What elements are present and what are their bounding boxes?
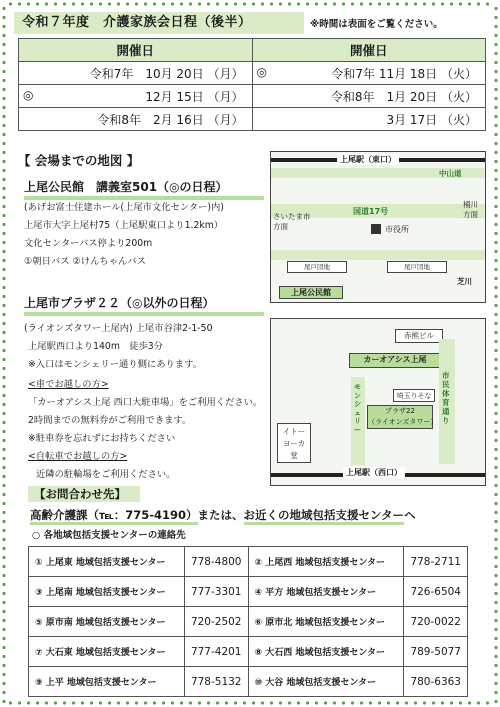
car-line: ※駐車券を忘れずにお持ちください <box>28 433 176 444</box>
nakasendo-label: 中山道 <box>439 169 462 178</box>
danchi-box: 尾戸団地 <box>387 261 447 273</box>
bottom-dotted-border <box>6 701 494 705</box>
venue1-map-marker: 上尾公民館 <box>279 286 343 299</box>
venue1-name: 上尾公民館 講義室501（◎の日程） <box>24 178 264 200</box>
venue-mark: ◎ <box>256 65 267 79</box>
center-phone: 789-5077 <box>404 637 468 667</box>
car-line: 2時間までの無料券がご利用できます。 <box>28 415 192 426</box>
left-dotted-border <box>2 4 6 703</box>
venue-mark: ◎ <box>23 88 34 102</box>
schedule-date: 12月 15日 （月） <box>145 89 244 104</box>
schedule-table <box>18 38 486 131</box>
centers-subheading: ○ 各地域包括支援センターの連絡先 <box>32 530 186 541</box>
schedule-row <box>19 108 486 131</box>
right-dotted-border <box>494 4 498 703</box>
car-oasis-parking: カーオアシス上尾 <box>349 353 441 368</box>
station-label: 上尾駅（西口） <box>343 467 405 478</box>
akakuma-building: 赤熊ビル <box>395 329 443 343</box>
center-phone: 778-5132 <box>184 667 248 697</box>
inquiry-or: または、 <box>197 508 244 522</box>
venue2-line: 上尾駅西口より140m 徒歩3分 <box>28 341 163 352</box>
schedule-header-left: 開催日 <box>19 39 253 62</box>
center-name: ② 上尾西 地域包括支援センター <box>248 547 404 577</box>
map-east-exit <box>270 151 486 303</box>
center-phone: 777-4201 <box>184 637 248 667</box>
schedule-date: 令和7年 11月 18日 （火） <box>331 66 477 81</box>
inquiry-tail: へ <box>404 508 416 522</box>
schedule-date: 令和8年 1月 20日 （火） <box>330 89 477 104</box>
center-phone: 720-0022 <box>404 607 468 637</box>
danchi-road <box>271 250 486 260</box>
venue1-line: 上尾市大字上尾村75（上尾駅東口より1.2km） <box>24 220 224 231</box>
city-hall-marker <box>371 224 381 234</box>
saitama-label: さいたま市 方面 <box>273 212 311 231</box>
shimin-label: 市民体育通り <box>442 371 450 425</box>
venue1-line: 文化センターバス停より200m <box>24 238 153 249</box>
centers-table <box>28 546 468 697</box>
center-phone: 720-2502 <box>184 607 248 637</box>
table-row <box>29 577 468 607</box>
center-name: ④ 平方 地域包括支援センター <box>248 577 404 607</box>
map-section-title: 【 会場までの地図 】 <box>18 153 140 168</box>
inquiry-center: お近くの地域包括支援センター <box>244 508 405 525</box>
center-name: ⑧ 大石西 地域包括支援センター <box>248 637 404 667</box>
table-row <box>29 607 468 637</box>
center-phone: 780-6363 <box>404 667 468 697</box>
itoyokado-building: イトー ヨーカ 堂 <box>277 423 311 463</box>
bike-heading: <自転車でお越しの方> <box>28 451 128 462</box>
car-line: 「カーオアシス上尾 西口大駐車場」をご利用ください。 <box>28 397 263 408</box>
car-heading: <車でお越しの方> <box>28 379 109 390</box>
schedule-date: 3月 17日 （火） <box>386 112 477 127</box>
map-west-exit <box>270 318 486 486</box>
center-name: ⑦ 大石東 地域包括支援センター <box>29 637 185 667</box>
center-name: ⑤ 原市南 地域包括支援センター <box>29 607 185 637</box>
table-row <box>29 667 468 697</box>
venue2-line: (ライオンズタワー上尾内) 上尾市谷津2-1-50 <box>24 323 213 334</box>
danchi-box: 尾戸団地 <box>287 261 347 273</box>
center-name: ⑨ 上平 地域包括支援センター <box>29 667 185 697</box>
center-name: ③ 上尾南 地域包括支援センター <box>29 577 185 607</box>
center-phone: 777-3301 <box>184 577 248 607</box>
monsherie-label: モンシェリー <box>354 383 361 434</box>
schedule-date: 令和8年 2月 16日 （月） <box>97 112 244 127</box>
center-name: ⑥ 原市北 地域包括支援センター <box>248 607 404 637</box>
bike-line: 近隣の駐輪場をご利用ください。 <box>36 469 176 480</box>
route17-label: 国道17号 <box>353 207 389 216</box>
plaza22-map-marker: プラザ22 （ライオンズタワー） <box>367 405 433 429</box>
station-label: 上尾駅（東口） <box>337 154 399 165</box>
center-phone: 726-6504 <box>404 577 468 607</box>
inquiry-phone: 高齢介護課（℡：775-4190） <box>30 508 198 525</box>
title-note: ※時間は表面をご覧ください。 <box>310 19 443 30</box>
schedule-row <box>19 62 486 85</box>
center-name: ⑩ 大谷 地域包括支援センター <box>248 667 404 697</box>
inquiry-phone-line <box>30 507 416 523</box>
table-row <box>29 547 468 577</box>
schedule-date: 令和7年 10月 20日 （月） <box>89 66 244 81</box>
okegawa-label: 桶川 方面 <box>463 200 478 219</box>
river-label: 芝川 <box>457 277 472 286</box>
venue1-line: ①朝日バス ②けんちゃんバス <box>24 256 146 267</box>
table-row <box>29 637 468 667</box>
resona-bank: 埼玉りそな <box>393 389 435 402</box>
venue2-line: ※入口はモンシェリー通り側にあります。 <box>28 359 202 370</box>
center-name: ① 上尾東 地域包括支援センター <box>29 547 185 577</box>
center-phone: 778-2711 <box>404 547 468 577</box>
title-row <box>14 8 486 38</box>
page-title: 令和７年度 介護家族会日程（後半） <box>14 12 304 34</box>
top-dotted-border <box>6 2 494 6</box>
city-hall-label: 市役所 <box>385 225 409 234</box>
venue1-line: (あげお富士住建ホール(上尾市文化センター)内) <box>24 202 224 213</box>
center-phone: 778-4800 <box>184 547 248 577</box>
venue2-name: 上尾市プラザ２２（◎以外の日程） <box>24 294 264 316</box>
schedule-header-right: 開催日 <box>252 39 485 62</box>
schedule-row <box>19 85 486 108</box>
inquiry-label: 【お問合わせ先】 <box>28 486 140 502</box>
